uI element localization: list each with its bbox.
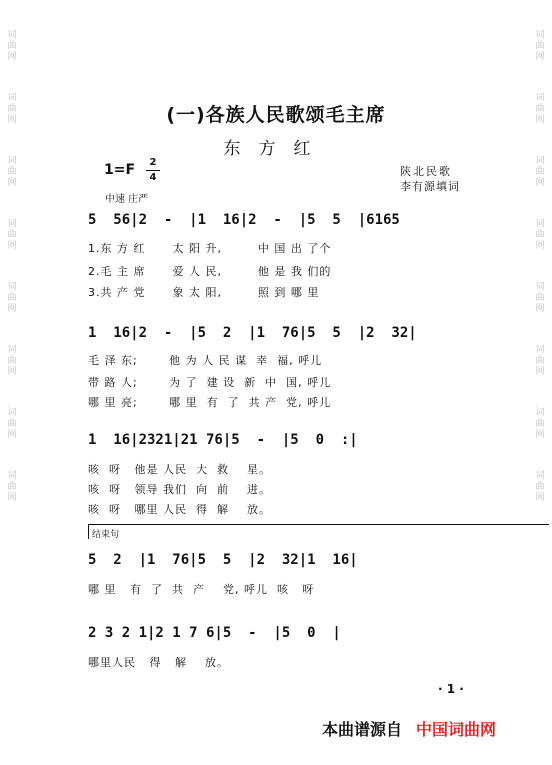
lyrics-line-3-verse-2: 咳 呀 领导 我们 向 前 进。: [88, 483, 271, 496]
watermark-group: 词 曲 网: [535, 219, 545, 251]
tempo-marking: 中速 庄严: [105, 194, 149, 205]
lyrics-line-2-verse-1: 毛 泽 东; 他 为 人 民 谋 幸 福, 呼儿: [88, 354, 323, 367]
lyrics-line-5: 哪里人民 得 解 放。: [88, 656, 229, 669]
watermark-group: 词 曲 网: [535, 156, 545, 188]
credit-origin: 陕北民歌: [400, 165, 452, 178]
song-title: 东方红: [223, 139, 329, 159]
lyrics-line-4: 哪 里 有 了 共 产 党, 呼儿 咳 呀: [88, 583, 315, 596]
page-number: · 1 ·: [438, 682, 464, 696]
lyrics-line-1-verse-1: 1.东 方 红 太 阳 升, 中 国 出 了个: [88, 242, 332, 255]
watermark-group: 词 曲 网: [535, 408, 545, 440]
watermark-group: 词 曲 网: [7, 345, 17, 377]
watermark-group: 词 曲 网: [7, 93, 17, 125]
lyrics-line-2-verse-3: 哪 里 亮; 哪 里 有 了 共 产 党, 呼儿: [88, 396, 332, 409]
source-label: 本曲谱源自: [322, 720, 403, 739]
watermark-group: 词 曲 网: [7, 282, 17, 314]
notation-line-5: 2 3 2 1|2 1 7 6|5 - |5 0 |: [88, 625, 341, 641]
watermark-group: 词 曲 网: [7, 471, 17, 503]
lyrics-line-3-verse-1: 咳 呀 他是 人民 大 救 星。: [88, 463, 271, 476]
time-signature-divider: [146, 170, 160, 171]
cadence-bracket: [88, 524, 549, 539]
watermark-group: 词 曲 网: [7, 156, 17, 188]
key-signature: 1=F: [104, 162, 136, 178]
watermark-group: 词 曲 网: [7, 408, 17, 440]
watermark-group: 词 曲 网: [535, 93, 545, 125]
lyrics-line-1-verse-2: 2.毛 主 席 爱 人 民, 他 是 我 们的: [88, 265, 332, 278]
notation-line-2: 1 16|2 - |5 2 |1 76|5 5 |2 32|: [88, 325, 417, 341]
watermark-group: 词 曲 网: [535, 282, 545, 314]
source-footer: [322, 717, 496, 740]
time-signature-top: 2: [149, 157, 157, 168]
credit-lyricist: 李有源填词: [400, 180, 460, 193]
notation-line-4: 5 2 |1 76|5 5 |2 32|1 16|: [88, 552, 358, 568]
section-title: (一)各族人民歌颂毛主席: [166, 104, 386, 126]
lyrics-line-2-verse-2: 带 路 人; 为 了 建 设 新 中 国, 呼儿: [88, 376, 332, 389]
time-signature: [146, 157, 160, 184]
site-name[interactable]: 中国词曲网: [416, 720, 497, 739]
watermark-group: 词 曲 网: [7, 30, 17, 62]
notation-line-3: 1 16|2321|21 76|5 - |5 0 :|: [88, 432, 358, 448]
watermark-group: 词 曲 网: [535, 30, 545, 62]
notation-line-1: 5 56|2 - |1 16|2 - |5 5 |6165: [88, 212, 400, 228]
watermark-group: 词 曲 网: [535, 471, 545, 503]
watermark-group: 词 曲 网: [7, 219, 17, 251]
lyrics-line-1-verse-3: 3.共 产 党 象 太 阳, 照 到 哪 里: [88, 286, 320, 299]
cadence-label: 结束句: [92, 530, 120, 540]
lyrics-line-3-verse-3: 咳 呀 哪里 人民 得 解 放。: [88, 503, 271, 516]
time-signature-bottom: 4: [149, 172, 157, 183]
watermark-group: 词 曲 网: [535, 345, 545, 377]
